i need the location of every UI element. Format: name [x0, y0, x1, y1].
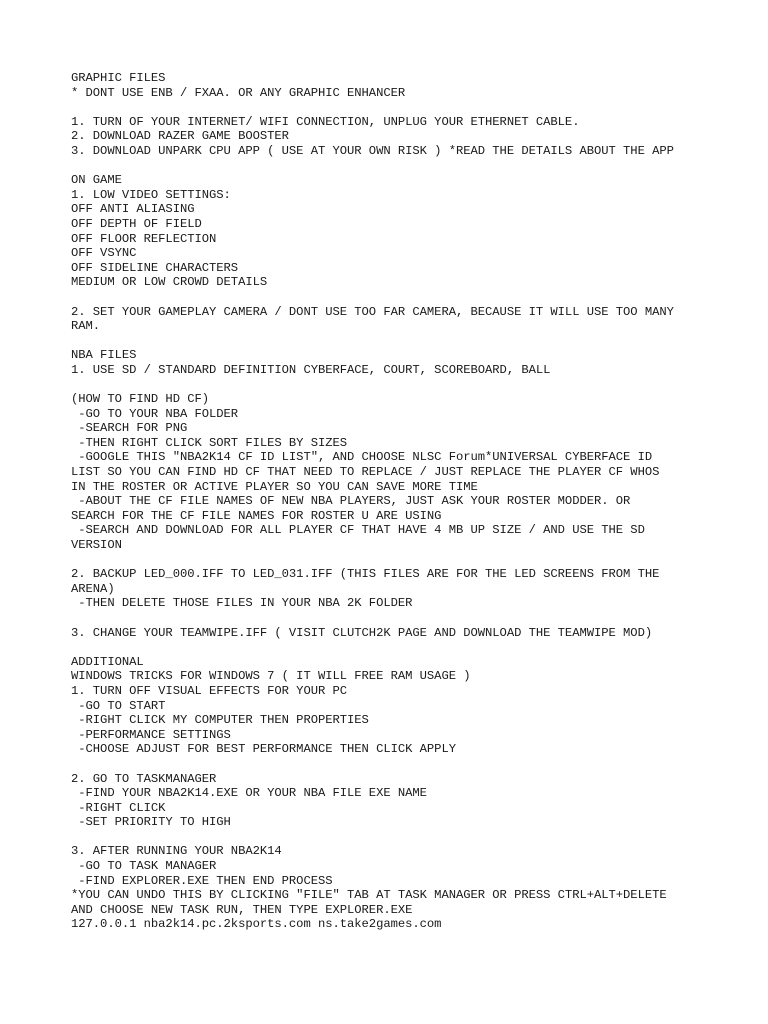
text-line: MEDIUM OR LOW CROWD DETAILS	[71, 275, 268, 290]
text-line: RAM.	[71, 319, 101, 334]
text-line: 3. DOWNLOAD UNPARK CPU APP ( USE AT YOUR OWN RISK ) *READ THE DETAILS ABOUT THE APP	[71, 143, 674, 158]
text-line: -RIGHT CLICK	[71, 800, 166, 815]
text-line: -ABOUT THE CF FILE NAMES OF NEW NBA PLAYERS, JUST ASK YOUR ROSTER MODDER. OR	[71, 494, 631, 509]
text-line: 1. LOW VIDEO SETTINGS:	[71, 187, 231, 202]
text-line: -SET PRIORITY TO HIGH	[71, 815, 231, 830]
text-line: GRAPHIC FILES	[71, 71, 166, 85]
text-line: -CHOOSE ADJUST FOR BEST PERFORMANCE THEN CLICK APPLY	[71, 742, 456, 757]
text-line: LIST SO YOU CAN FIND HD CF THAT NEED TO REPLACE / JUST REPLACE THE PLAYER CF WHOS	[71, 465, 660, 480]
blank-line	[71, 830, 751, 845]
text-line: 127.0.0.1 nba2k14.pc.2ksports.com ns.take2games.com	[71, 917, 442, 932]
text-line: -FIND EXPLORER.EXE THEN END PROCESS	[71, 873, 333, 888]
text-line: -SEARCH AND DOWNLOAD FOR ALL PLAYER CF THAT HAVE 4 MB UP SIZE / AND USE THE SD	[71, 523, 645, 538]
text-line: 2. DOWNLOAD RAZER GAME BOOSTER	[71, 129, 289, 144]
blank-line	[71, 100, 751, 115]
blank-line	[71, 159, 751, 174]
blank-line	[71, 640, 751, 655]
blank-line	[71, 553, 751, 568]
text-line: -THEN DELETE THOSE FILES IN YOUR NBA 2K FOLDER	[71, 596, 413, 611]
text-line: 2. BACKUP LED_000.IFF TO LED_031.IFF (THIS FILES ARE FOR THE LED SCREENS FROM THE	[71, 567, 660, 582]
text-line: 1. TURN OF YOUR INTERNET/ WIFI CONNECTION, UNPLUG YOUR ETHERNET CABLE.	[71, 114, 580, 129]
text-line: 3. CHANGE YOUR TEAMWIPE.IFF ( VISIT CLUTCH2K PAGE AND DOWNLOAD THE TEAMWIPE MOD)	[71, 625, 653, 640]
text-line: -GO TO YOUR NBA FOLDER	[71, 406, 239, 421]
text-line: 3. AFTER RUNNING YOUR NBA2K14	[71, 844, 282, 859]
text-line: AND CHOOSE NEW TASK RUN, THEN TYPE EXPLORER.EXE	[71, 902, 413, 917]
text-line: * DONT USE ENB / FXAA. OR ANY GRAPHIC ENHANCER	[71, 85, 406, 100]
text-line: VERSION	[71, 538, 122, 552]
text-line: 1. TURN OFF VISUAL EFFECTS FOR YOUR PC	[71, 683, 348, 698]
text-line: SEARCH FOR THE CF FILE NAMES FOR ROSTER U ARE USING	[71, 508, 442, 523]
text-line: 2. GO TO TASKMANAGER	[71, 771, 217, 786]
text-line: ARENA)	[71, 581, 115, 596]
blank-line	[71, 290, 751, 305]
text-line: OFF DEPTH OF FIELD	[71, 216, 202, 231]
text-line: *YOU CAN UNDO THIS BY CLICKING "FILE" TAB AT TASK MANAGER OR PRESS CTRL+ALT+DELETE	[71, 888, 667, 903]
text-line: -FIND YOUR NBA2K14.EXE OR YOUR NBA FILE EXE NAME	[71, 786, 427, 801]
text-line: -PERFORMANCE SETTINGS	[71, 727, 231, 742]
blank-line	[71, 611, 751, 626]
text-line: -GO TO START	[71, 698, 166, 713]
text-line: 2. SET YOUR GAMEPLAY CAMERA / DONT USE TOO FAR CAMERA, BECAUSE IT WILL USE TOO MANY	[71, 304, 674, 319]
blank-line	[71, 377, 751, 392]
text-line: OFF VSYNC	[71, 246, 137, 261]
text-line: -SEARCH FOR PNG	[71, 421, 188, 436]
text-line: OFF SIDELINE CHARACTERS	[71, 260, 239, 275]
document-page	[71, 71, 751, 932]
text-line: ON GAME	[71, 173, 122, 188]
text-line: -GOOGLE THIS "NBA2K14 CF ID LIST", AND CHOOSE NLSC Forum*UNIVERSAL CYBERFACE ID	[71, 450, 653, 465]
text-line: IN THE ROSTER OR ACTIVE PLAYER SO YOU CAN SAVE MORE TIME	[71, 479, 478, 494]
text-line: -THEN RIGHT CLICK SORT FILES BY SIZES	[71, 435, 348, 450]
blank-line	[71, 757, 751, 772]
text-line: ADDITIONAL	[71, 654, 144, 669]
blank-line	[71, 334, 751, 349]
text-line: OFF ANTI ALIASING	[71, 202, 195, 217]
text-line: 1. USE SD / STANDARD DEFINITION CYBERFACE, COURT, SCOREBOARD, BALL	[71, 362, 551, 377]
text-line: (HOW TO FIND HD CF)	[71, 392, 210, 407]
text-line: WINDOWS TRICKS FOR WINDOWS 7 ( IT WILL FREE RAM USAGE )	[71, 669, 471, 684]
text-line: OFF FLOOR REFLECTION	[71, 231, 217, 246]
text-line: -RIGHT CLICK MY COMPUTER THEN PROPERTIES	[71, 713, 369, 728]
text-line: -GO TO TASK MANAGER	[71, 859, 217, 874]
text-line: NBA FILES	[71, 348, 137, 363]
